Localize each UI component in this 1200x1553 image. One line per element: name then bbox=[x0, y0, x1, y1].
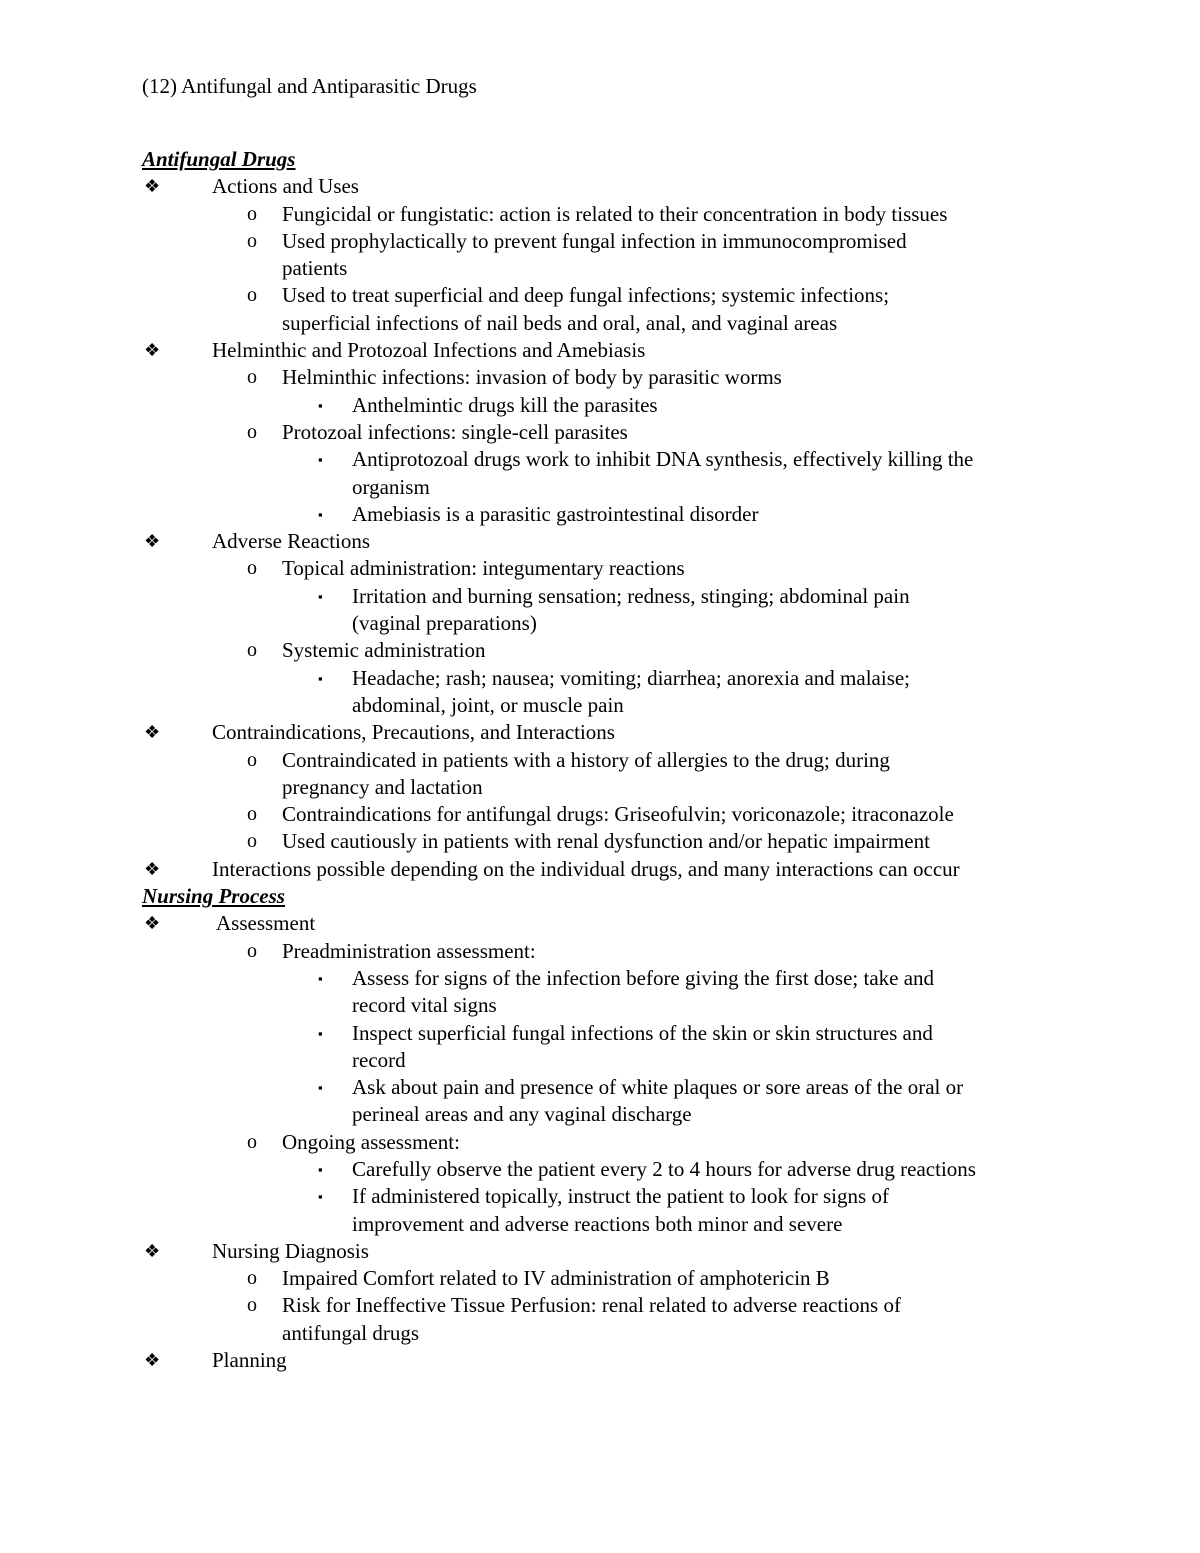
circle-bullet-icon: o bbox=[247, 830, 257, 853]
sub-list-item-text: Amebiasis is a parasitic gastrointestinal disorder bbox=[352, 501, 759, 526]
square-bullet-icon: ▪ bbox=[318, 1025, 323, 1041]
bullet-text: Planning bbox=[212, 1348, 287, 1373]
sub-list-item-continuation: record vital signs bbox=[352, 993, 497, 1018]
list-item-text: Fungicidal or fungistatic: action is related to their concentration in body tissues bbox=[282, 201, 948, 226]
sub-list-item bbox=[0, 501, 1200, 528]
list-item-text: Used cautiously in patients with renal dysfunction and/or hepatic impairment bbox=[282, 829, 930, 854]
list-item bbox=[0, 364, 1200, 391]
circle-bullet-icon: o bbox=[247, 639, 257, 662]
bullet-text: Interactions possible depending on the individual drugs, and many interactions can occur bbox=[212, 856, 960, 881]
list-item bbox=[0, 419, 1200, 446]
square-bullet-icon: ▪ bbox=[318, 1189, 323, 1205]
square-bullet-icon: ▪ bbox=[318, 1161, 323, 1177]
circle-bullet-icon: o bbox=[247, 202, 257, 225]
list-item-text: Risk for Ineffective Tissue Perfusion: renal related to adverse reactions of bbox=[282, 1293, 901, 1318]
section-heading-antifungal-drugs: Antifungal Drugs bbox=[142, 147, 296, 171]
list-item-text: Ongoing assessment: bbox=[282, 1129, 460, 1154]
diamond-bullet-icon: ❖ bbox=[144, 722, 161, 743]
circle-bullet-icon: o bbox=[247, 939, 257, 962]
list-item-text: Used prophylactically to prevent fungal infection in immunocompromised bbox=[282, 228, 907, 253]
list-item bbox=[0, 938, 1200, 965]
list-item-text: Contraindicated in patients with a history of allergies to the drug; during bbox=[282, 747, 890, 772]
document-body bbox=[0, 146, 1200, 1374]
bullet-interactions bbox=[0, 856, 1200, 883]
circle-bullet-icon: o bbox=[247, 1130, 257, 1153]
sub-list-item-continuation: perineal areas and any vaginal discharge bbox=[352, 1102, 692, 1127]
sub-list-item-text: If administered topically, instruct the patient to look for signs of bbox=[352, 1184, 889, 1209]
circle-bullet-icon: o bbox=[247, 803, 257, 826]
list-item-text: Contraindications for antifungal drugs: Griseofulvin; voriconazole; itraconazole bbox=[282, 802, 954, 827]
list-item bbox=[0, 801, 1200, 828]
sub-list-item bbox=[0, 1020, 1200, 1047]
diamond-bullet-icon: ❖ bbox=[144, 913, 161, 934]
sub-list-item-text: Inspect superficial fungal infections of the skin or skin structures and bbox=[352, 1020, 933, 1045]
list-item-text: Protozoal infections: single-cell parasites bbox=[282, 419, 628, 444]
diamond-bullet-icon: ❖ bbox=[144, 176, 161, 197]
diamond-bullet-icon: ❖ bbox=[144, 340, 161, 361]
circle-bullet-icon: o bbox=[247, 284, 257, 307]
sub-list-item bbox=[0, 392, 1200, 419]
list-item-text: Preadministration assessment: bbox=[282, 938, 536, 963]
bullet-adverse-reactions bbox=[0, 528, 1200, 555]
list-item bbox=[0, 1129, 1200, 1156]
list-item-text: Topical administration: integumentary reactions bbox=[282, 556, 685, 581]
sub-list-item bbox=[0, 1183, 1200, 1210]
list-item bbox=[0, 637, 1200, 664]
sub-list-item bbox=[0, 583, 1200, 610]
diamond-bullet-icon: ❖ bbox=[144, 858, 161, 879]
square-bullet-icon: ▪ bbox=[318, 506, 323, 522]
list-item bbox=[0, 201, 1200, 228]
sub-list-item-text: Anthelmintic drugs kill the parasites bbox=[352, 392, 658, 417]
square-bullet-icon: ▪ bbox=[318, 1080, 323, 1096]
diamond-bullet-icon: ❖ bbox=[144, 1350, 161, 1371]
square-bullet-icon: ▪ bbox=[318, 397, 323, 413]
circle-bullet-icon: o bbox=[247, 366, 257, 389]
diamond-bullet-icon: ❖ bbox=[144, 1240, 161, 1261]
bullet-text: Helminthic and Protozoal Infections and Amebiasis bbox=[212, 338, 646, 363]
list-item-text: Helminthic infections: invasion of body by parasitic worms bbox=[282, 365, 782, 390]
bullet-actions-and-uses bbox=[0, 173, 1200, 200]
bullet-text: Adverse Reactions bbox=[212, 529, 371, 554]
square-bullet-icon: ▪ bbox=[318, 670, 323, 686]
circle-bullet-icon: o bbox=[247, 420, 257, 443]
bullet-text: Contraindications, Precautions, and Interactions bbox=[212, 720, 615, 745]
sub-list-item-continuation: abdominal, joint, or muscle pain bbox=[352, 692, 624, 717]
list-item-text: Impaired Comfort related to IV administration of amphotericin B bbox=[282, 1266, 830, 1291]
list-item-text: Used to treat superficial and deep fungal infections; systemic infections; bbox=[282, 283, 890, 308]
circle-bullet-icon: o bbox=[247, 748, 257, 771]
sub-list-item-text: Headache; rash; nausea; vomiting; diarrhea; anorexia and malaise; bbox=[352, 665, 911, 690]
list-item bbox=[0, 555, 1200, 582]
list-item bbox=[0, 1292, 1200, 1319]
sub-list-item bbox=[0, 446, 1200, 473]
sub-list-item-text: Antiprotozoal drugs work to inhibit DNA synthesis, effectively killing the bbox=[352, 447, 974, 472]
sub-list-item-text: Carefully observe the patient every 2 to 4 hours for adverse drug reactions bbox=[352, 1156, 976, 1181]
sub-list-item bbox=[0, 665, 1200, 692]
bullet-text: Actions and Uses bbox=[212, 174, 359, 199]
sub-list-item-text: Ask about pain and presence of white plaques or sore areas of the oral or bbox=[352, 1075, 964, 1100]
square-bullet-icon: ▪ bbox=[318, 452, 323, 468]
sub-list-item-continuation: (vaginal preparations) bbox=[352, 611, 537, 636]
list-item bbox=[0, 828, 1200, 855]
sub-list-item-text: Assess for signs of the infection before giving the first dose; take and bbox=[352, 965, 935, 990]
bullet-text: Assessment bbox=[216, 911, 316, 936]
sub-list-item-text: Irritation and burning sensation; redness, stinging; abdominal pain bbox=[352, 583, 910, 608]
list-item-continuation: antifungal drugs bbox=[282, 1320, 420, 1345]
list-item bbox=[0, 1265, 1200, 1292]
list-item bbox=[0, 747, 1200, 774]
circle-bullet-icon: o bbox=[247, 229, 257, 252]
sub-list-item bbox=[0, 965, 1200, 992]
circle-bullet-icon: o bbox=[247, 1267, 257, 1290]
list-item-continuation: patients bbox=[282, 256, 348, 281]
list-item bbox=[0, 228, 1200, 255]
bullet-assessment bbox=[0, 910, 1200, 937]
circle-bullet-icon: o bbox=[247, 1294, 257, 1317]
circle-bullet-icon: o bbox=[247, 557, 257, 580]
sub-list-item bbox=[0, 1074, 1200, 1101]
sub-list-item-continuation: organism bbox=[352, 474, 430, 499]
bullet-contraindications bbox=[0, 719, 1200, 746]
list-item-continuation: pregnancy and lactation bbox=[282, 774, 483, 799]
bullet-nursing-diagnosis bbox=[0, 1238, 1200, 1265]
document-title: (12) Antifungal and Antiparasitic Drugs bbox=[142, 74, 477, 98]
bullet-planning bbox=[0, 1347, 1200, 1374]
sub-list-item bbox=[0, 1156, 1200, 1183]
bullet-text: Nursing Diagnosis bbox=[212, 1238, 369, 1263]
sub-list-item-continuation: improvement and adverse reactions both minor and severe bbox=[352, 1211, 843, 1236]
square-bullet-icon: ▪ bbox=[318, 970, 323, 986]
list-item-text: Systemic administration bbox=[282, 638, 486, 663]
square-bullet-icon: ▪ bbox=[318, 588, 323, 604]
list-item-continuation: superficial infections of nail beds and oral, anal, and vaginal areas bbox=[282, 310, 838, 335]
sub-list-item-continuation: record bbox=[352, 1047, 406, 1072]
diamond-bullet-icon: ❖ bbox=[144, 531, 161, 552]
bullet-helminthic-protozoal bbox=[0, 337, 1200, 364]
list-item bbox=[0, 282, 1200, 309]
section-heading-nursing-process: Nursing Process bbox=[142, 884, 285, 909]
